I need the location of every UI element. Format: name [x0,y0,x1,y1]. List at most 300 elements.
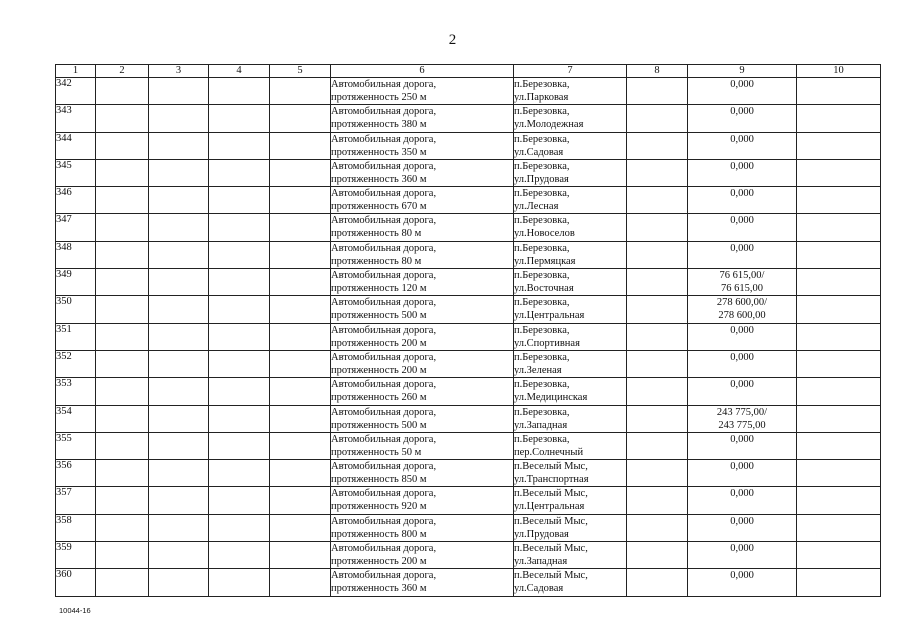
object-cell [331,460,514,487]
object-cell [331,159,514,186]
col-4-cell [209,405,270,432]
table-row [56,432,881,459]
col-3-cell [149,405,209,432]
row-number-cell: 349 [56,269,96,296]
value-cell-line: 0,000 [730,160,754,172]
col-5-cell [270,569,331,596]
col-2-cell [96,350,149,377]
value-cell-line: 243 775,00 [718,419,766,431]
location-cell-line: ул.Восточная [514,283,574,295]
col-4-cell [209,323,270,350]
object-cell-line: протяженность 350 м [331,146,427,158]
col-2-cell [96,132,149,159]
col-10-cell [797,569,881,596]
row-number-cell: 347 [56,214,96,241]
object-cell-line: Автомобильная дорога, [331,133,437,145]
location-cell-line: п.Березовка, [514,270,570,282]
col-10-cell [797,323,881,350]
object-cell-line: протяженность 50 м [331,446,422,458]
col-4-cell [209,350,270,377]
col-10-cell [797,105,881,132]
value-cell-line: 278 600,00 [718,310,766,322]
table-row [56,214,881,241]
value-cell-line: 0,000 [730,515,754,527]
row-number-cell: 357 [56,487,96,514]
col-4-cell [209,269,270,296]
location-cell-line: п.Березовка, [514,215,570,227]
value-cell [688,78,797,105]
location-cell-line: п.Березовка, [514,133,570,145]
location-cell-line: ул.Молодежная [514,119,584,131]
table-row [56,241,881,268]
col-2-cell [96,432,149,459]
object-cell-line: протяженность 200 м [331,364,427,376]
value-cell-line: 0,000 [730,79,754,90]
col-5-cell [270,405,331,432]
col-10-cell [797,514,881,541]
col-8-cell [627,350,688,377]
table-row [56,187,881,214]
col-3-cell [149,187,209,214]
col-8-cell [627,405,688,432]
object-cell [331,487,514,514]
row-number-cell: 356 [56,460,96,487]
object-cell-line: протяженность 670 м [331,201,427,213]
object-cell [331,432,514,459]
col-10-cell [797,296,881,323]
col-10-cell [797,432,881,459]
location-cell [514,187,627,214]
location-cell-line: ул.Прудовая [514,528,569,540]
object-cell [331,405,514,432]
col-2-cell [96,542,149,569]
col-8-cell [627,241,688,268]
col-5-cell [270,132,331,159]
col-2-cell [96,405,149,432]
col-5-cell [270,323,331,350]
column-header: 9 [688,65,797,78]
col-2-cell [96,214,149,241]
object-cell-line: Автомобильная дорога, [331,488,437,500]
col-8-cell [627,159,688,186]
row-number-cell: 353 [56,378,96,405]
object-cell [331,187,514,214]
col-8-cell [627,378,688,405]
value-cell [688,159,797,186]
col-3-cell [149,323,209,350]
object-cell-line: протяженность 920 м [331,501,427,513]
col-3-cell [149,432,209,459]
col-3-cell [149,78,209,105]
object-cell-line: Автомобильная дорога, [331,79,437,90]
row-number-cell: 358 [56,514,96,541]
value-cell-line: 0,000 [730,433,754,445]
value-cell [688,487,797,514]
object-cell-line: протяженность 80 м [331,228,422,240]
row-number-cell: 344 [56,132,96,159]
col-4-cell [209,159,270,186]
value-cell [688,460,797,487]
col-2-cell [96,78,149,105]
value-cell-line: 0,000 [730,488,754,500]
col-10-cell [797,460,881,487]
table-row [56,405,881,432]
col-3-cell [149,378,209,405]
column-header: 7 [514,65,627,78]
col-3-cell [149,296,209,323]
col-4-cell [209,214,270,241]
col-4-cell [209,105,270,132]
location-cell [514,132,627,159]
col-2-cell [96,460,149,487]
object-cell-line: Автомобильная дорога, [331,188,437,200]
value-cell [688,378,797,405]
location-cell-line: п.Веселый Мыс, [514,543,588,555]
col-8-cell [627,569,688,596]
col-2-cell [96,296,149,323]
location-cell-line: п.Березовка, [514,242,570,254]
col-8-cell [627,432,688,459]
col-5-cell [270,487,331,514]
object-cell-line: протяженность 500 м [331,310,427,322]
value-cell [688,514,797,541]
col-4-cell [209,487,270,514]
object-cell-line: Автомобильная дорога, [331,543,437,555]
location-cell-line: п.Березовка, [514,106,570,118]
location-cell [514,214,627,241]
table-row [56,378,881,405]
location-cell-line: п.Березовка, [514,433,570,445]
object-cell [331,214,514,241]
value-cell [688,296,797,323]
location-cell [514,378,627,405]
row-number-cell: 354 [56,405,96,432]
col-2-cell [96,269,149,296]
value-cell-line: 0,000 [730,461,754,473]
location-cell [514,296,627,323]
location-cell-line: п.Березовка, [514,324,570,336]
location-cell-line: ул.Садовая [514,146,564,158]
col-8-cell [627,460,688,487]
column-header: 1 [56,65,96,78]
value-cell [688,214,797,241]
table-row [56,350,881,377]
col-5-cell [270,214,331,241]
object-cell-line: протяженность 80 м [331,255,422,267]
value-cell [688,405,797,432]
column-header: 2 [96,65,149,78]
location-cell [514,159,627,186]
location-cell-line: ул.Западная [514,419,568,431]
col-3-cell [149,542,209,569]
value-cell [688,187,797,214]
value-cell-line: 76 615,00 [721,283,763,295]
col-4-cell [209,569,270,596]
location-cell [514,78,627,105]
col-5-cell [270,350,331,377]
object-cell-line: Автомобильная дорога, [331,433,437,445]
table-row [56,323,881,350]
object-cell-line: протяженность 360 м [331,173,427,185]
location-cell-line: п.Березовка, [514,379,570,391]
location-cell [514,323,627,350]
object-cell-line: протяженность 800 м [331,528,427,540]
object-cell [331,132,514,159]
location-cell-line: п.Веселый Мыс, [514,570,588,582]
object-cell-line: протяженность 120 м [331,283,427,295]
object-cell-line: Автомобильная дорога, [331,406,437,418]
value-cell [688,241,797,268]
location-cell-line: ул.Транспортная [514,474,589,486]
object-cell [331,241,514,268]
location-cell [514,487,627,514]
location-cell-line: п.Веселый Мыс, [514,461,588,473]
col-3-cell [149,487,209,514]
col-2-cell [96,514,149,541]
col-5-cell [270,269,331,296]
location-cell [514,569,627,596]
col-2-cell [96,105,149,132]
col-5-cell [270,378,331,405]
row-number-cell: 345 [56,159,96,186]
location-cell-line: ул.Спортивная [514,337,580,349]
value-cell-line: 76 615,00/ [719,270,765,282]
col-4-cell [209,296,270,323]
object-cell [331,569,514,596]
location-cell [514,241,627,268]
value-cell-line: 0,000 [730,106,754,118]
row-number-cell: 352 [56,350,96,377]
value-cell [688,569,797,596]
value-cell [688,542,797,569]
col-5-cell [270,542,331,569]
table-row [56,514,881,541]
header-row [56,65,881,78]
object-cell [331,78,514,105]
col-2-cell [96,159,149,186]
col-8-cell [627,514,688,541]
object-cell [331,542,514,569]
table-row [56,542,881,569]
location-cell-line: п.Березовка, [514,406,570,418]
value-cell-line: 0,000 [730,188,754,200]
object-cell-line: Автомобильная дорога, [331,351,437,363]
row-number-cell: 360 [56,569,96,596]
col-10-cell [797,214,881,241]
col-8-cell [627,105,688,132]
location-cell [514,514,627,541]
col-4-cell [209,460,270,487]
location-cell [514,350,627,377]
column-header: 4 [209,65,270,78]
object-cell-line: Автомобильная дорога, [331,160,437,172]
column-header: 8 [627,65,688,78]
location-cell-line: ул.Прудовая [514,173,569,185]
object-cell [331,514,514,541]
object-cell-line: Автомобильная дорога, [331,324,437,336]
col-3-cell [149,269,209,296]
object-cell [331,350,514,377]
object-cell [331,296,514,323]
row-number-cell: 359 [56,542,96,569]
table-row [56,296,881,323]
location-cell-line: ул.Западная [514,556,568,568]
table-row [56,105,881,132]
value-cell [688,432,797,459]
value-cell-line: 0,000 [730,242,754,254]
object-cell [331,378,514,405]
table-row [56,78,881,105]
col-10-cell [797,269,881,296]
col-8-cell [627,269,688,296]
col-3-cell [149,214,209,241]
object-cell-line: Автомобильная дорога, [331,379,437,391]
location-cell-line: ул.Медицинская [514,392,588,404]
object-cell-line: протяженность 250 м [331,92,427,103]
location-cell [514,460,627,487]
row-number-cell: 346 [56,187,96,214]
col-5-cell [270,514,331,541]
col-2-cell [96,323,149,350]
value-cell-line: 243 775,00/ [716,406,768,418]
col-5-cell [270,432,331,459]
document-code: 10044-16 [59,606,91,615]
object-cell-line: Автомобильная дорога, [331,215,437,227]
col-3-cell [149,514,209,541]
location-cell-line: ул.Лесная [514,201,559,213]
location-cell-line: п.Веселый Мыс, [514,488,588,500]
table-row [56,460,881,487]
value-cell [688,323,797,350]
location-cell-line: пер.Солнечный [514,446,584,458]
col-3-cell [149,159,209,186]
location-cell-line: ул.Садовая [514,583,564,595]
col-2-cell [96,378,149,405]
column-header: 5 [270,65,331,78]
object-cell-line: Автомобильная дорога, [331,515,437,527]
object-cell-line: Автомобильная дорога, [331,297,437,309]
col-8-cell [627,487,688,514]
page-number: 2 [448,32,457,48]
col-10-cell [797,542,881,569]
col-8-cell [627,187,688,214]
object-cell [331,105,514,132]
location-cell-line: п.Березовка, [514,188,570,200]
value-cell-line: 0,000 [730,133,754,145]
row-number-cell: 355 [56,432,96,459]
row-number-cell: 350 [56,296,96,323]
row-number-cell: 348 [56,241,96,268]
col-5-cell [270,296,331,323]
col-4-cell [209,132,270,159]
table-row [56,569,881,596]
registry-table [55,64,881,597]
col-10-cell [797,487,881,514]
col-5-cell [270,241,331,268]
value-cell-line: 0,000 [730,324,754,336]
value-cell-line: 0,000 [730,379,754,391]
object-cell-line: протяженность 260 м [331,392,427,404]
col-4-cell [209,187,270,214]
location-cell-line: ул.Парковая [514,92,569,103]
col-4-cell [209,378,270,405]
col-10-cell [797,132,881,159]
col-5-cell [270,78,331,105]
col-3-cell [149,460,209,487]
object-cell-line: протяженность 360 м [331,583,427,595]
table-row [56,159,881,186]
table-row [56,487,881,514]
location-cell [514,105,627,132]
object-cell-line: протяженность 200 м [331,337,427,349]
col-3-cell [149,350,209,377]
location-cell-line: п.Березовка, [514,160,570,172]
row-number-cell: 351 [56,323,96,350]
col-3-cell [149,105,209,132]
object-cell-line: Автомобильная дорога, [331,106,437,118]
table-row [56,269,881,296]
col-10-cell [797,187,881,214]
location-cell [514,432,627,459]
col-5-cell [270,460,331,487]
location-cell-line: ул.Центральная [514,501,585,513]
column-header: 10 [797,65,881,78]
col-8-cell [627,296,688,323]
object-cell-line: Автомобильная дорога, [331,570,437,582]
col-2-cell [96,569,149,596]
table-row [56,132,881,159]
col-10-cell [797,350,881,377]
location-cell-line: ул.Зеленая [514,364,562,376]
location-cell [514,542,627,569]
value-cell-line: 0,000 [730,570,754,582]
location-cell-line: п.Березовка, [514,351,570,363]
col-8-cell [627,132,688,159]
object-cell-line: протяженность 850 м [331,474,427,486]
col-4-cell [209,78,270,105]
value-cell-line: 0,000 [730,543,754,555]
col-5-cell [270,187,331,214]
col-5-cell [270,105,331,132]
value-cell-line: 0,000 [730,215,754,227]
row-number-cell: 342 [56,78,96,105]
row-number-cell: 343 [56,105,96,132]
col-4-cell [209,432,270,459]
object-cell-line: протяженность 500 м [331,419,427,431]
object-cell-line: Автомобильная дорога, [331,242,437,254]
col-2-cell [96,187,149,214]
value-cell [688,350,797,377]
value-cell [688,132,797,159]
col-10-cell [797,378,881,405]
col-4-cell [209,514,270,541]
location-cell-line: ул.Новоселов [514,228,575,240]
value-cell [688,269,797,296]
value-cell-line: 0,000 [730,351,754,363]
col-2-cell [96,241,149,268]
object-cell-line: Автомобильная дорога, [331,461,437,473]
location-cell-line: п.Березовка, [514,79,570,90]
col-3-cell [149,241,209,268]
col-10-cell [797,159,881,186]
col-8-cell [627,323,688,350]
col-10-cell [797,241,881,268]
object-cell [331,323,514,350]
col-10-cell [797,78,881,105]
col-10-cell [797,405,881,432]
col-4-cell [209,542,270,569]
value-cell [688,105,797,132]
